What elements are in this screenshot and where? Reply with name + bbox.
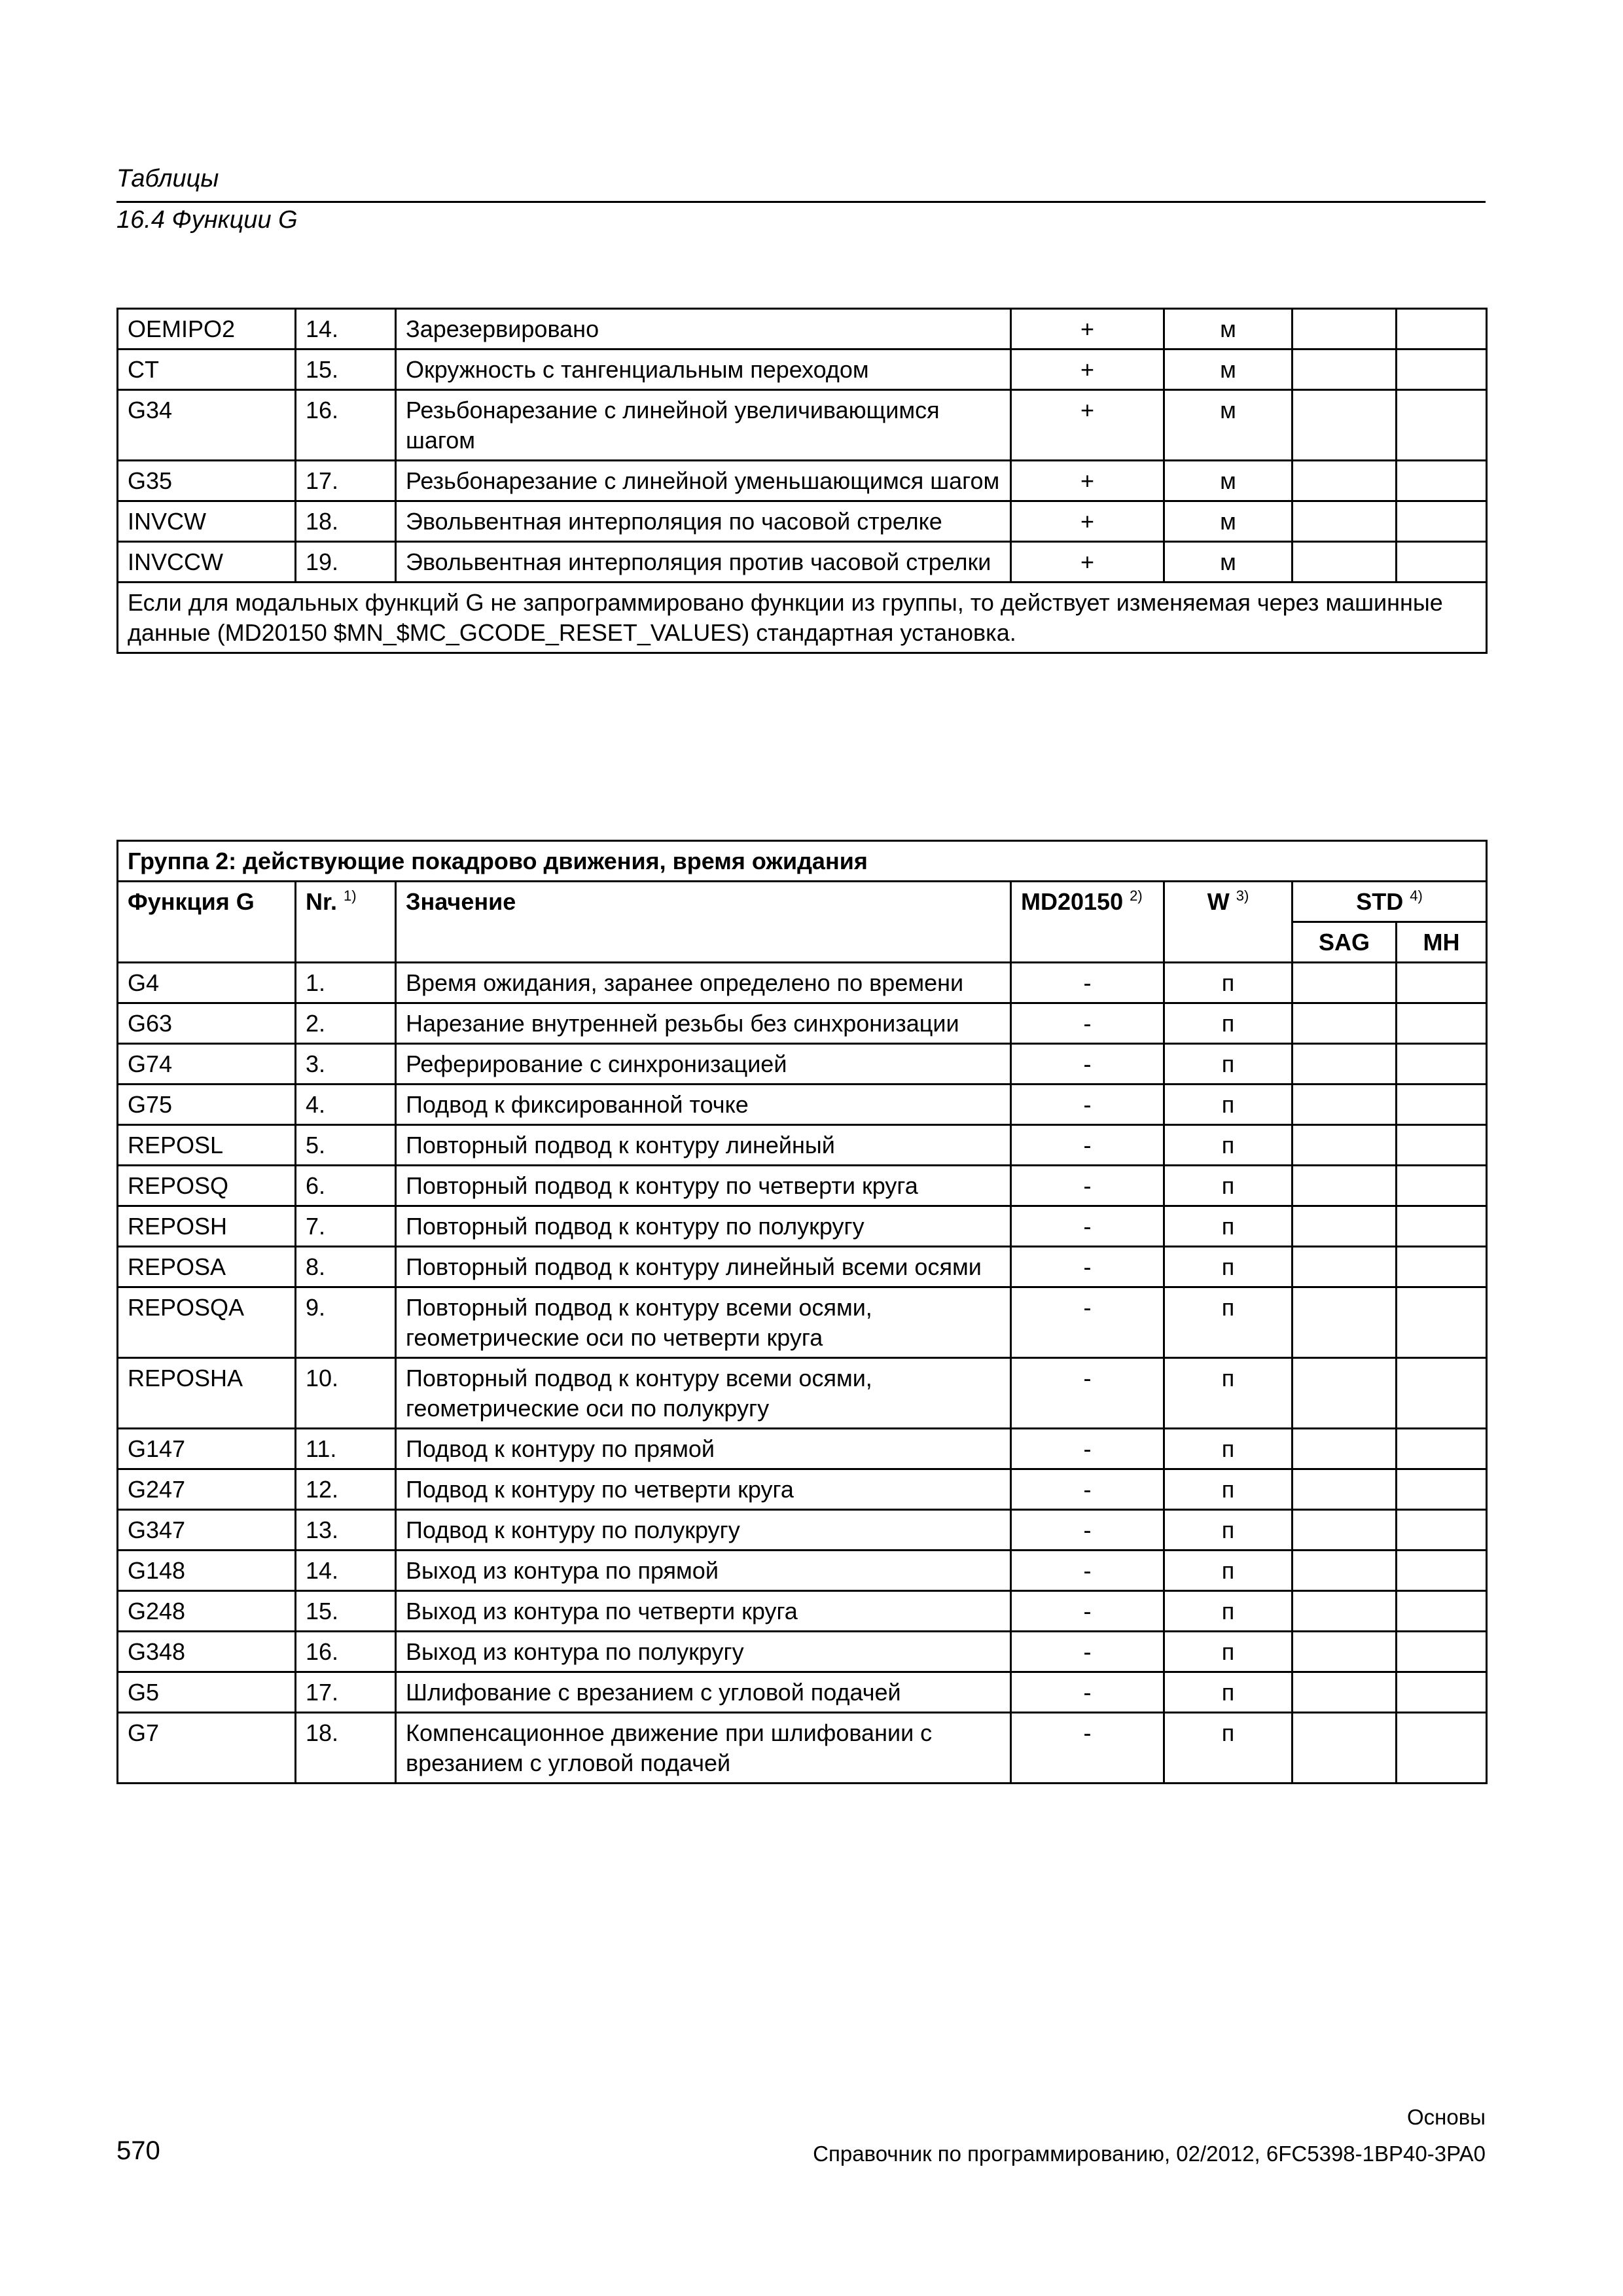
- sag-cell: [1293, 1632, 1397, 1672]
- table-row: [118, 1551, 1487, 1591]
- sag-cell: [1293, 1358, 1397, 1429]
- function-cell: G148: [118, 1551, 296, 1591]
- w-cell: п: [1164, 1206, 1293, 1247]
- mh-cell: [1397, 1469, 1487, 1510]
- w-cell: п: [1164, 1551, 1293, 1591]
- footnote-ref: 2): [1130, 888, 1143, 904]
- header-md20150: [1011, 882, 1164, 963]
- group-title: Группа 2: действующие покадрово движения, время ожидания: [118, 841, 1487, 882]
- sag-cell: [1293, 1713, 1397, 1784]
- meaning-cell: Повторный подвод к контуру по полукругу: [396, 1206, 1011, 1247]
- mh-cell: [1397, 1287, 1487, 1358]
- mh-cell: [1397, 1044, 1487, 1085]
- sag-cell: [1293, 1510, 1397, 1551]
- md20150-cell: -: [1011, 1632, 1164, 1672]
- page-number: 570: [116, 2136, 160, 2165]
- section-title: Таблицы: [116, 165, 219, 192]
- md20150-cell: +: [1011, 461, 1164, 501]
- meaning-cell: Подвод к контуру по полукругу: [396, 1510, 1011, 1551]
- md20150-cell: -: [1011, 963, 1164, 1003]
- mh-cell: [1397, 350, 1487, 390]
- number-cell: 16.: [296, 1632, 396, 1672]
- number-cell: 12.: [296, 1469, 396, 1510]
- function-cell: G248: [118, 1591, 296, 1632]
- footnote-ref: 3): [1236, 888, 1249, 904]
- sag-cell: [1293, 1287, 1397, 1358]
- table-row: [118, 350, 1487, 390]
- meaning-cell: Реферирование с синхронизацией: [396, 1044, 1011, 1085]
- table-row: [118, 1510, 1487, 1551]
- number-cell: 8.: [296, 1247, 396, 1287]
- table-row: [118, 1632, 1487, 1672]
- w-cell: п: [1164, 963, 1293, 1003]
- md20150-cell: +: [1011, 390, 1164, 461]
- md20150-cell: -: [1011, 1469, 1164, 1510]
- function-cell: G74: [118, 1044, 296, 1085]
- meaning-cell: Подвод к фиксированной точке: [396, 1085, 1011, 1125]
- sag-cell: [1293, 1591, 1397, 1632]
- footnote-ref: 1): [344, 888, 357, 904]
- sag-cell: [1293, 350, 1397, 390]
- function-cell: INVCW: [118, 501, 296, 542]
- note-row: [118, 583, 1487, 653]
- table-row: [118, 542, 1487, 583]
- number-cell: 14.: [296, 1551, 396, 1591]
- w-cell: м: [1164, 390, 1293, 461]
- md20150-cell: -: [1011, 1044, 1164, 1085]
- w-cell: п: [1164, 1469, 1293, 1510]
- header-mh: MH: [1397, 922, 1487, 963]
- function-cell: REPOSQA: [118, 1287, 296, 1358]
- function-cell: G147: [118, 1429, 296, 1469]
- table-row: [118, 1591, 1487, 1632]
- table-row: [118, 1206, 1487, 1247]
- md20150-cell: -: [1011, 1166, 1164, 1206]
- header-std-label: STD: [1356, 888, 1404, 915]
- function-cell: G347: [118, 1510, 296, 1551]
- w-cell: м: [1164, 350, 1293, 390]
- table-row: [118, 501, 1487, 542]
- table-row: [118, 1713, 1487, 1784]
- function-cell: G4: [118, 963, 296, 1003]
- sag-cell: [1293, 309, 1397, 350]
- number-cell: 17.: [296, 1672, 396, 1713]
- sag-cell: [1293, 1469, 1397, 1510]
- mh-cell: [1397, 1672, 1487, 1713]
- number-cell: 17.: [296, 461, 396, 501]
- number-cell: 16.: [296, 390, 396, 461]
- number-cell: 9.: [296, 1287, 396, 1358]
- md20150-cell: -: [1011, 1085, 1164, 1125]
- function-cell: OEMIPO2: [118, 309, 296, 350]
- header-nr: [296, 882, 396, 963]
- table-row: [118, 461, 1487, 501]
- mh-cell: [1397, 1632, 1487, 1672]
- mh-cell: [1397, 1085, 1487, 1125]
- meaning-cell: Эвольвентная интерполяция по часовой стрелке: [396, 501, 1011, 542]
- header-sag: SAG: [1293, 922, 1397, 963]
- sag-cell: [1293, 1206, 1397, 1247]
- w-cell: п: [1164, 1003, 1293, 1044]
- header-function: Функция G: [118, 882, 296, 963]
- md20150-cell: -: [1011, 1358, 1164, 1429]
- function-cell: REPOSHA: [118, 1358, 296, 1429]
- number-cell: 4.: [296, 1085, 396, 1125]
- sag-cell: [1293, 1003, 1397, 1044]
- md20150-cell: -: [1011, 1287, 1164, 1358]
- number-cell: 14.: [296, 309, 396, 350]
- meaning-cell: Время ожидания, заранее определено по времени: [396, 963, 1011, 1003]
- meaning-cell: Подвод к контуру по четверти круга: [396, 1469, 1011, 1510]
- meaning-cell: Повторный подвод к контуру по четверти круга: [396, 1166, 1011, 1206]
- function-cell: G35: [118, 461, 296, 501]
- function-cell: REPOSA: [118, 1247, 296, 1287]
- table-row: [118, 1166, 1487, 1206]
- w-cell: п: [1164, 1510, 1293, 1551]
- mh-cell: [1397, 1551, 1487, 1591]
- number-cell: 11.: [296, 1429, 396, 1469]
- mh-cell: [1397, 1247, 1487, 1287]
- function-cell: INVCCW: [118, 542, 296, 583]
- meaning-cell: Повторный подвод к контуру всеми осями, геометрические оси по полукругу: [396, 1358, 1011, 1429]
- table-row: [118, 1469, 1487, 1510]
- md20150-cell: -: [1011, 1125, 1164, 1166]
- function-cell: G34: [118, 390, 296, 461]
- w-cell: м: [1164, 309, 1293, 350]
- meaning-cell: Повторный подвод к контуру линейный всеми осями: [396, 1247, 1011, 1287]
- w-cell: п: [1164, 1591, 1293, 1632]
- w-cell: п: [1164, 1125, 1293, 1166]
- md20150-cell: +: [1011, 350, 1164, 390]
- function-cell: G63: [118, 1003, 296, 1044]
- function-cell: G7: [118, 1713, 296, 1784]
- w-cell: п: [1164, 1044, 1293, 1085]
- number-cell: 2.: [296, 1003, 396, 1044]
- table-row: [118, 963, 1487, 1003]
- md20150-cell: -: [1011, 1206, 1164, 1247]
- header-row: [118, 882, 1487, 922]
- meaning-cell: Повторный подвод к контуру линейный: [396, 1125, 1011, 1166]
- sag-cell: [1293, 1125, 1397, 1166]
- md20150-cell: -: [1011, 1551, 1164, 1591]
- function-cell: REPOSH: [118, 1206, 296, 1247]
- sag-cell: [1293, 1551, 1397, 1591]
- mh-cell: [1397, 1358, 1487, 1429]
- number-cell: 7.: [296, 1206, 396, 1247]
- meaning-cell: Зарезервировано: [396, 309, 1011, 350]
- table-row: [118, 1287, 1487, 1358]
- number-cell: 6.: [296, 1166, 396, 1206]
- function-cell: G348: [118, 1632, 296, 1672]
- table-note: Если для модальных функций G не запрограммировано функции из группы, то действует изменяемая через машинные данные (MD20150 $MN_$MC_GCODE_RESET_VALUES) стандартная установка.: [118, 583, 1487, 653]
- gfunction-group2-table: [116, 840, 1488, 1784]
- sag-cell: [1293, 1166, 1397, 1206]
- header-meaning: Значение: [396, 882, 1011, 963]
- sag-cell: [1293, 1247, 1397, 1287]
- number-cell: 15.: [296, 350, 396, 390]
- w-cell: п: [1164, 1713, 1293, 1784]
- w-cell: п: [1164, 1085, 1293, 1125]
- header-w-label: W: [1207, 888, 1230, 915]
- table-row: [118, 1044, 1487, 1085]
- mh-cell: [1397, 1125, 1487, 1166]
- md20150-cell: -: [1011, 1247, 1164, 1287]
- mh-cell: [1397, 1003, 1487, 1044]
- sag-cell: [1293, 461, 1397, 501]
- mh-cell: [1397, 309, 1487, 350]
- mh-cell: [1397, 1429, 1487, 1469]
- md20150-cell: -: [1011, 1672, 1164, 1713]
- meaning-cell: Окружность с тангенциальным переходом: [396, 350, 1011, 390]
- w-cell: п: [1164, 1429, 1293, 1469]
- footer-reference: Справочник по программированию, 02/2012, 6FC5398-1BP40-3PA0: [813, 2142, 1486, 2166]
- meaning-cell: Эвольвентная интерполяция против часовой стрелки: [396, 542, 1011, 583]
- gfunction-table-continued: [116, 308, 1488, 654]
- number-cell: 19.: [296, 542, 396, 583]
- number-cell: 13.: [296, 1510, 396, 1551]
- table-row: [118, 1003, 1487, 1044]
- meaning-cell: Повторный подвод к контуру всеми осями, геометрические оси по четверти круга: [396, 1287, 1011, 1358]
- mh-cell: [1397, 501, 1487, 542]
- function-cell: REPOSL: [118, 1125, 296, 1166]
- function-cell: G247: [118, 1469, 296, 1510]
- w-cell: п: [1164, 1632, 1293, 1672]
- w-cell: п: [1164, 1247, 1293, 1287]
- mh-cell: [1397, 1206, 1487, 1247]
- w-cell: п: [1164, 1287, 1293, 1358]
- md20150-cell: +: [1011, 542, 1164, 583]
- sag-cell: [1293, 1044, 1397, 1085]
- function-cell: REPOSQ: [118, 1166, 296, 1206]
- mh-cell: [1397, 1510, 1487, 1551]
- w-cell: п: [1164, 1358, 1293, 1429]
- md20150-cell: +: [1011, 309, 1164, 350]
- md20150-cell: -: [1011, 1003, 1164, 1044]
- group-title-row: [118, 841, 1487, 882]
- table-row: [118, 1247, 1487, 1287]
- sag-cell: [1293, 1429, 1397, 1469]
- w-cell: м: [1164, 542, 1293, 583]
- header-nr-label: Nr.: [306, 888, 338, 915]
- table-row: [118, 1358, 1487, 1429]
- md20150-cell: -: [1011, 1713, 1164, 1784]
- header-md20150-label: MD20150: [1021, 888, 1124, 915]
- md20150-cell: +: [1011, 501, 1164, 542]
- sag-cell: [1293, 1672, 1397, 1713]
- meaning-cell: Резьбонарезание с линейной уменьшающимся шагом: [396, 461, 1011, 501]
- mh-cell: [1397, 963, 1487, 1003]
- mh-cell: [1397, 461, 1487, 501]
- number-cell: 15.: [296, 1591, 396, 1632]
- sag-cell: [1293, 542, 1397, 583]
- w-cell: п: [1164, 1166, 1293, 1206]
- sag-cell: [1293, 1085, 1397, 1125]
- footer-book-title: Основы: [1407, 2105, 1486, 2129]
- w-cell: м: [1164, 501, 1293, 542]
- w-cell: п: [1164, 1672, 1293, 1713]
- mh-cell: [1397, 1591, 1487, 1632]
- table-row: [118, 1085, 1487, 1125]
- number-cell: 18.: [296, 501, 396, 542]
- function-cell: CT: [118, 350, 296, 390]
- header-w: [1164, 882, 1293, 963]
- sag-cell: [1293, 390, 1397, 461]
- number-cell: 3.: [296, 1044, 396, 1085]
- meaning-cell: Шлифование с врезанием с угловой подачей: [396, 1672, 1011, 1713]
- mh-cell: [1397, 1713, 1487, 1784]
- table-row: [118, 1672, 1487, 1713]
- meaning-cell: Выход из контура по прямой: [396, 1551, 1011, 1591]
- number-cell: 1.: [296, 963, 396, 1003]
- table-row: [118, 309, 1487, 350]
- md20150-cell: -: [1011, 1591, 1164, 1632]
- header-divider: [116, 201, 1486, 203]
- w-cell: м: [1164, 461, 1293, 501]
- meaning-cell: Подвод к контуру по прямой: [396, 1429, 1011, 1469]
- header-std: [1293, 882, 1487, 922]
- mh-cell: [1397, 542, 1487, 583]
- mh-cell: [1397, 390, 1487, 461]
- md20150-cell: -: [1011, 1510, 1164, 1551]
- number-cell: 10.: [296, 1358, 396, 1429]
- table-row: [118, 1429, 1487, 1469]
- number-cell: 18.: [296, 1713, 396, 1784]
- table-row: [118, 1125, 1487, 1166]
- meaning-cell: Выход из контура по четверти круга: [396, 1591, 1011, 1632]
- number-cell: 5.: [296, 1125, 396, 1166]
- function-cell: G75: [118, 1085, 296, 1125]
- function-cell: G5: [118, 1672, 296, 1713]
- sag-cell: [1293, 501, 1397, 542]
- md20150-cell: -: [1011, 1429, 1164, 1469]
- subsection-title: 16.4 Функции G: [116, 206, 298, 234]
- sag-cell: [1293, 963, 1397, 1003]
- mh-cell: [1397, 1166, 1487, 1206]
- table-row: [118, 390, 1487, 461]
- meaning-cell: Нарезание внутренней резьбы без синхронизации: [396, 1003, 1011, 1044]
- footnote-ref: 4): [1410, 888, 1423, 904]
- meaning-cell: Выход из контура по полукругу: [396, 1632, 1011, 1672]
- meaning-cell: Компенсационное движение при шлифовании с врезанием с угловой подачей: [396, 1713, 1011, 1784]
- meaning-cell: Резьбонарезание с линейной увеличивающимся шагом: [396, 390, 1011, 461]
